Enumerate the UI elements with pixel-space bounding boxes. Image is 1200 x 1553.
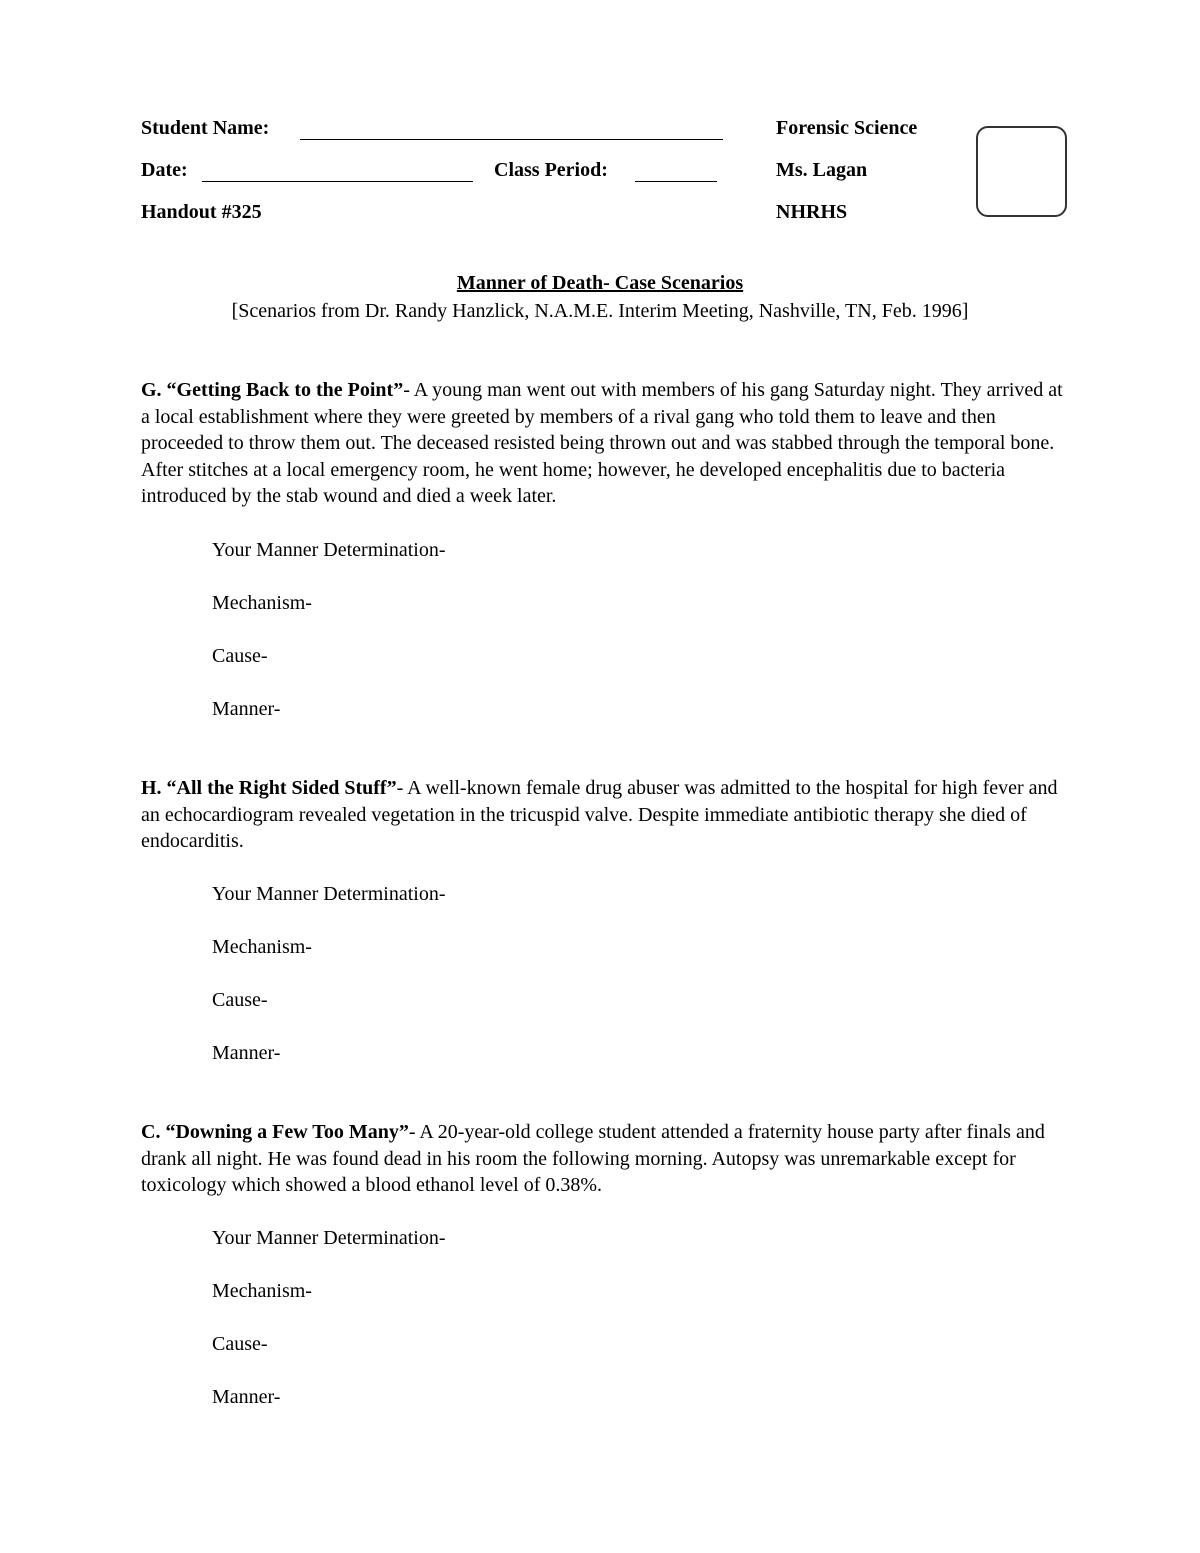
student-name-blank[interactable] [300, 139, 723, 140]
scenario-title: G. “Getting Back to the Point” [141, 379, 404, 401]
prompt-mechanism: Mechanism- [212, 592, 312, 614]
teacher-name: Ms. Lagan [776, 159, 868, 181]
scenario-h [141, 775, 1066, 855]
date-label: Date: [141, 159, 188, 181]
scenario-title: C. “Downing a Few Too Many” [141, 1121, 409, 1143]
page-title: Manner of Death- Case Scenarios [456, 272, 744, 294]
scenario-c [141, 1119, 1066, 1199]
prompt-cause: Cause- [212, 1333, 268, 1355]
prompt-determination: Your Manner Determination- [212, 539, 446, 561]
prompt-determination: Your Manner Determination- [212, 1227, 446, 1249]
prompt-cause: Cause- [212, 989, 268, 1011]
prompt-manner: Manner- [212, 698, 281, 720]
class-period-label: Class Period: [494, 159, 608, 181]
course-name: Forensic Science [776, 117, 918, 139]
class-period-blank[interactable] [635, 181, 717, 182]
prompt-mechanism: Mechanism- [212, 936, 312, 958]
prompt-manner: Manner- [212, 1386, 281, 1408]
grade-box [976, 126, 1067, 217]
handout-number: Handout #325 [141, 201, 262, 223]
scenario-title: H. “All the Right Sided Stuff” [141, 777, 397, 799]
scenario-g [141, 377, 1066, 510]
scenario-text: - A 20-year-old college student attended a fraternity house party after finals and drank all night. He was found dead in his room the following morning. Autopsy was unremarkable except for toxicology which showed a blood ethanol level of 0.38%. [141, 1121, 1045, 1196]
prompt-determination: Your Manner Determination- [212, 883, 446, 905]
page-subtitle: [Scenarios from Dr. Randy Hanzlick, N.A.M.E. Interim Meeting, Nashville, TN, Feb. 1996] [231, 300, 969, 322]
scenario-text: - A well-known female drug abuser was admitted to the hospital for high fever and an echocardiogram revealed vegetation in the tricuspid valve. Despite immediate antibiotic therapy she died of endocarditis. [141, 777, 1058, 852]
prompt-cause: Cause- [212, 645, 268, 667]
student-name-label: Student Name: [141, 117, 270, 139]
date-blank[interactable] [202, 181, 473, 182]
prompt-mechanism: Mechanism- [212, 1280, 312, 1302]
school-name: NHRHS [776, 201, 848, 223]
scenario-text: - A young man went out with members of his gang Saturday night. They arrived at a local establishment where they were greeted by members of a rival gang who told them to leave and then proceeded to throw them out. The deceased resisted being thrown out and was stabbed through the temporal bone. After stitches at a local emergency room, he went home; however, he developed encephalitis due to bacteria introduced by the stab wound and died a week later. [141, 379, 1063, 507]
prompt-manner: Manner- [212, 1042, 281, 1064]
